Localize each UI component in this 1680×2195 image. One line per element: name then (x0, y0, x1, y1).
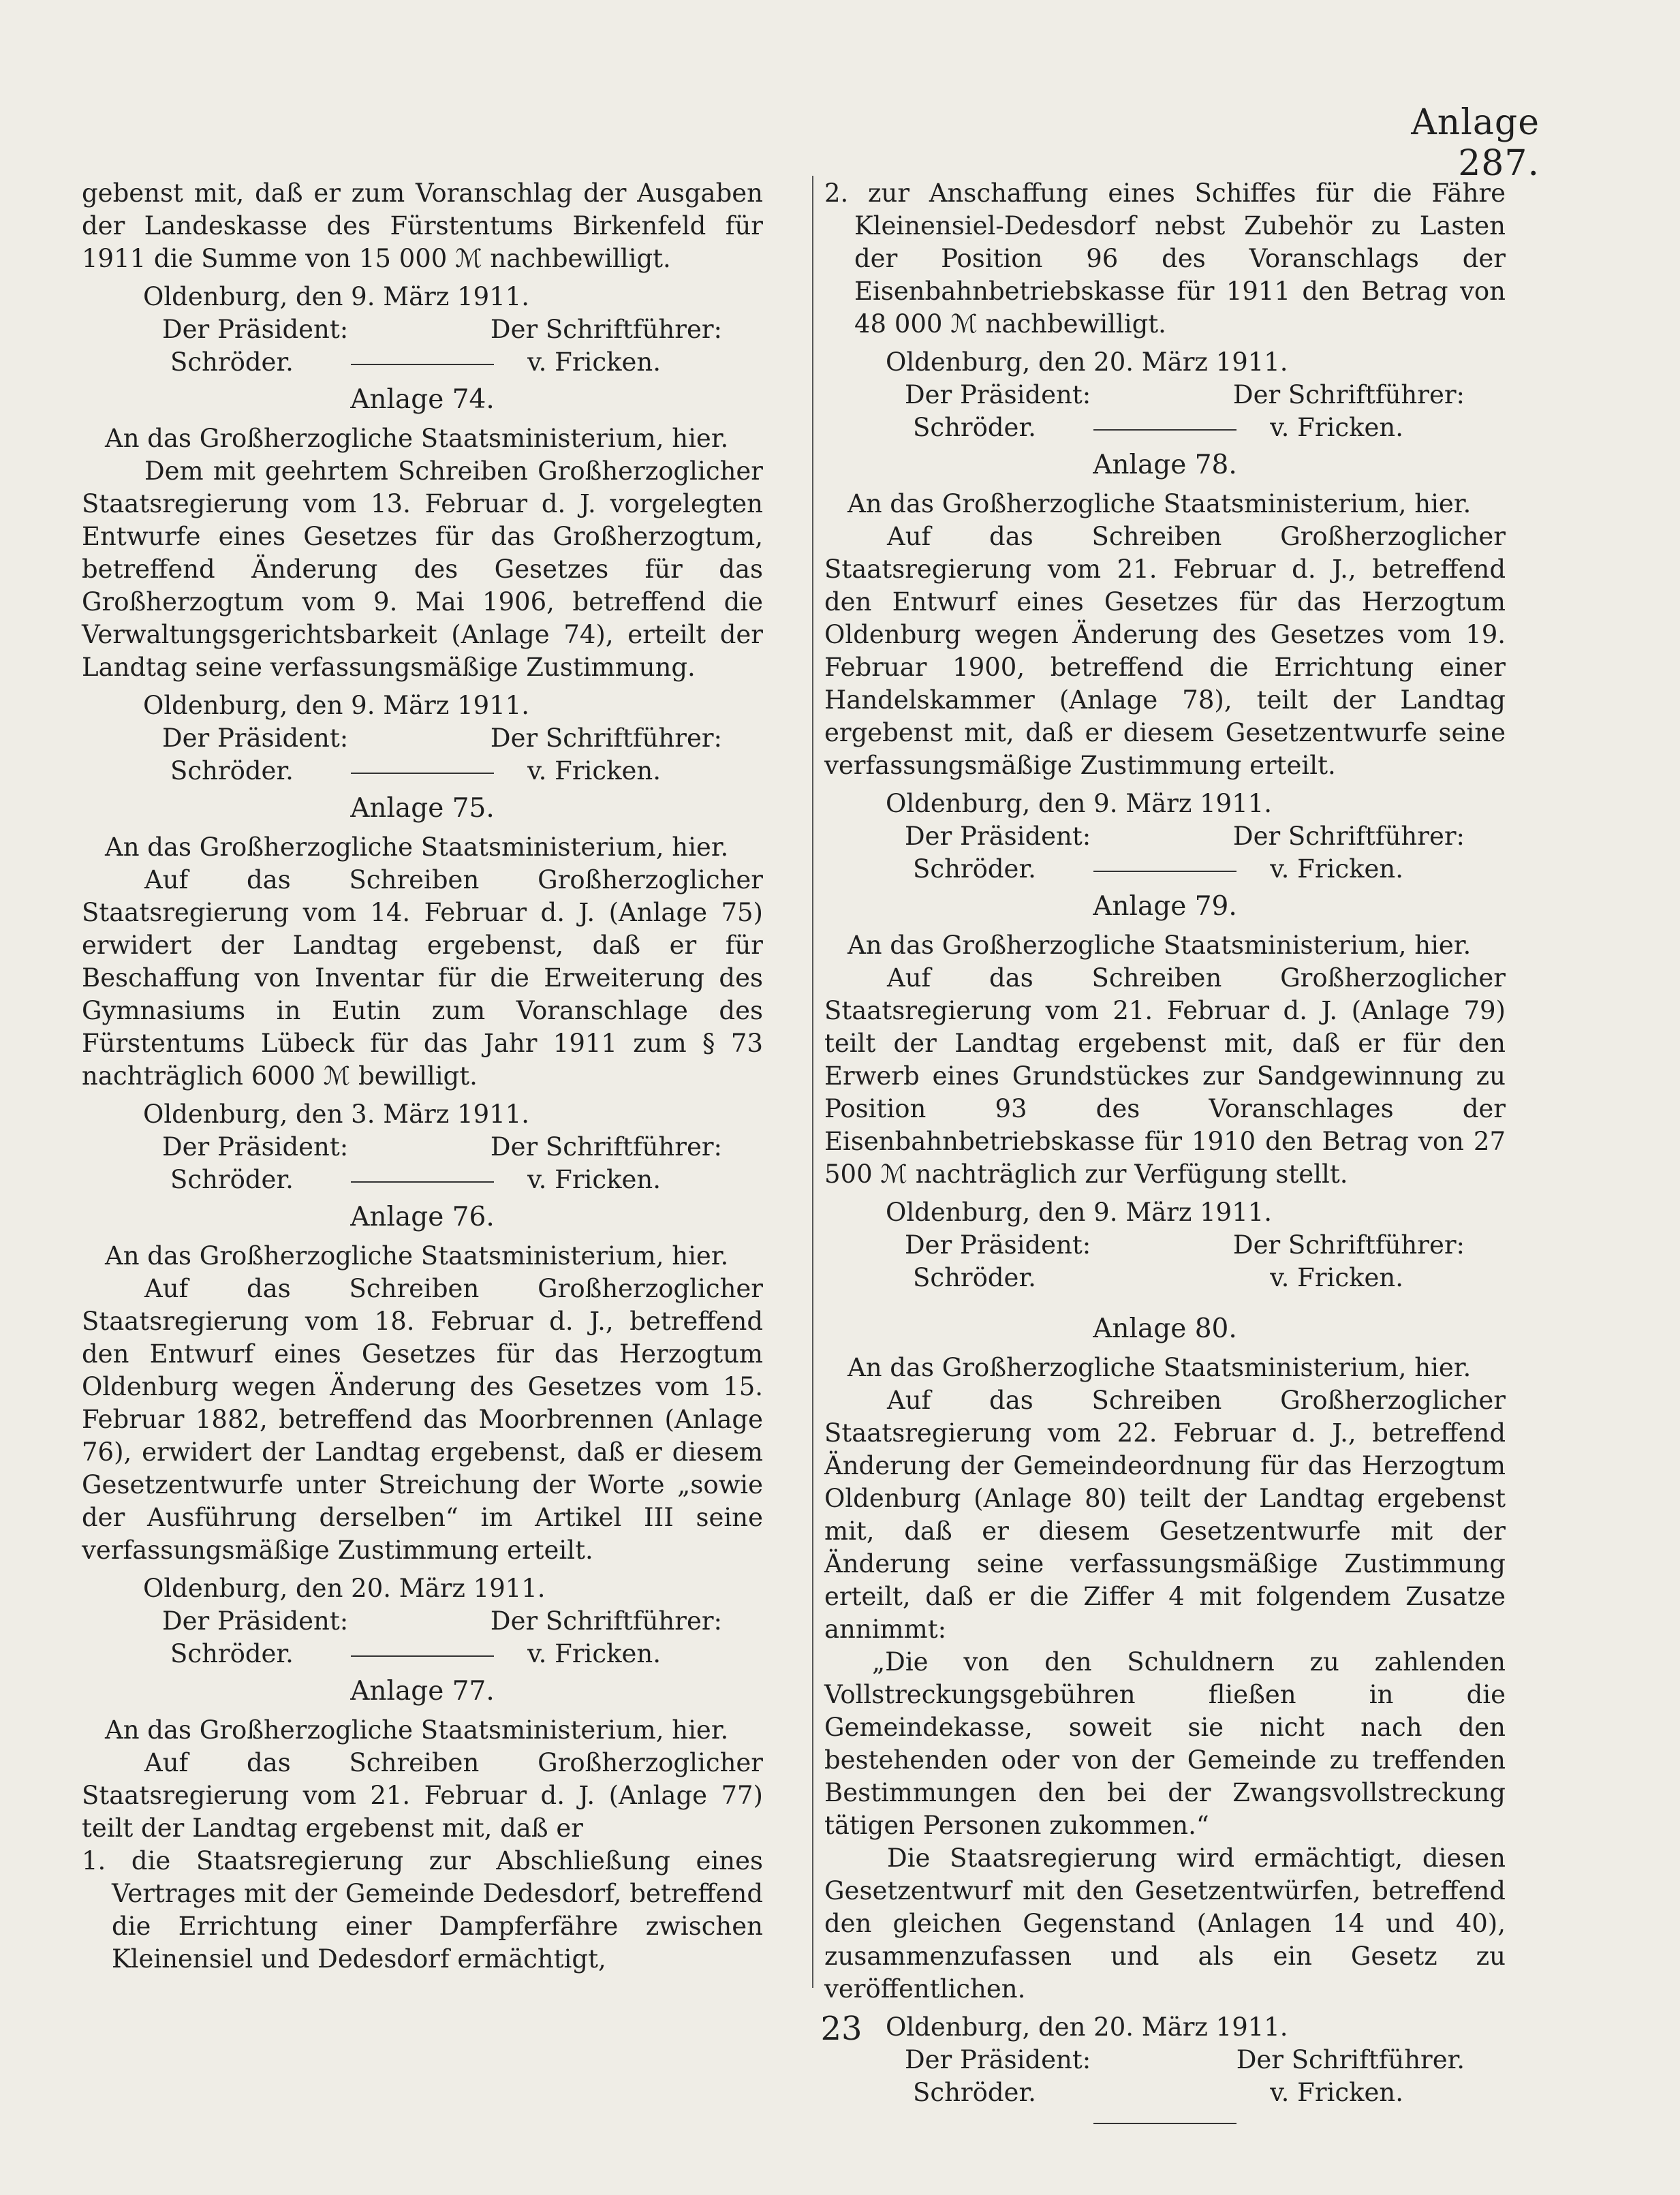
anlage-77-body: Auf das Schreiben Großherzoglicher Staatsregierung vom 21. Februar d. J. (Anlage 77) teilt der Landtag ergebenst mit, daß er (82, 1748, 763, 1843)
right-column (824, 177, 1506, 2136)
anlage-76-body: Auf das Schreiben Großherzoglicher Staatsregierung vom 18. Februar d. J., betreffend den Entwurf eines Gesetzes für das Herzogtum Oldenburg wegen Änderung des Gesetzes vom 15. Februar 1882, betreffend das Moorbrennen (Anlage 76), erwidert der Landtag ergebenst, daß er diesem Gesetzentwurfe unter Streichung der Worte „sowie der Ausführung derselben“ im Artikel III seine verfassungsmäßige Zustimmung erteilt. (82, 1274, 763, 1565)
page-number: 23 (820, 2010, 862, 2048)
president-label: Der Präsident: (905, 2045, 1091, 2074)
secretary-label: Der Schriftführer: (490, 1606, 722, 1636)
anlage-80-date: Oldenburg, den 20. März 1911. (886, 2012, 1288, 2042)
signature-names (913, 411, 1403, 444)
anlage-78-date: Oldenburg, den 9. März 1911. (886, 789, 1273, 818)
signature-labels (162, 1605, 722, 1638)
signature-names (170, 346, 661, 379)
signature-labels (905, 379, 1465, 411)
anlage-74-body: Dem mit geehrtem Schreiben Großherzoglicher Staatsregierung vom 13. Februar d. J. vorgelegten Entwurfe eines Gesetzes für das Großherzogtum, betreffend Änderung des Gesetzes für das Großherzogtum vom 9. Mai 1906, betreffend die Verwaltungsgerichtsbarkeit (Anlage 74), erteilt der Landtag seine verfassungsmäßige Zustimmung. (82, 456, 763, 682)
secretary-label: Der Schriftführer: (1232, 1230, 1465, 1260)
secretary-label: Der Schriftführer. (1236, 2045, 1465, 2074)
signature-labels (162, 313, 722, 346)
president-label: Der Präsident: (905, 822, 1091, 851)
anlage-75-address: An das Großherzogliche Staatsministerium, hier. (105, 832, 729, 862)
president-name: Schröder. (170, 1165, 294, 1194)
anlage-75-title: Anlage 75. (350, 793, 495, 824)
anlage-80-body: Auf das Schreiben Großherzoglicher Staatsregierung vom 22. Februar d. J., betreffend Änderung der Gemeindeordnung für das Herzogtum Oldenburg (Anlage 80) teilt der Landtag ergebenst mit, daß er diesem Gesetzentwurfe mit der Änderung seine verfassungsmäßige Zustimmung erteilt, daß er die Ziffer 4 mit folgendem Zusatze annimmt: (824, 1386, 1506, 1644)
president-name: Schröder. (913, 1263, 1036, 1292)
anlage-77-item-1: 1. die Staatsregierung zur Abschließung eines Vertrages mit der Gemeinde Dedesdorf, betreffend die Errichtung einer Dampferfähre zwischen Kleinensiel und Dedesdorf ermächtigt, (82, 1846, 763, 1974)
president-name: Schröder. (170, 347, 294, 377)
anlage-78-title: Anlage 78. (1093, 450, 1237, 480)
separator-rule (1093, 2123, 1236, 2124)
signature-names (913, 2076, 1403, 2109)
secretary-name: v. Fricken. (527, 347, 661, 377)
president-label: Der Präsident: (905, 1230, 1091, 1260)
separator-rule (351, 1181, 494, 1183)
anlage-78-body: Auf das Schreiben Großherzoglicher Staatsregierung vom 21. Februar d. J., betreffend den Entwurf eines Gesetzes für das Herzogtum Oldenburg wegen Änderung des Gesetzes vom 19. Februar 1900, betreffend die Errichtung einer Handelskammer (Anlage 78), teilt der Landtag ergebenst mit, daß er diesem Gesetzentwurfe seine verfassungsmäßige Zustimmung erteilt. (824, 522, 1506, 780)
secretary-label: Der Schriftführer: (490, 315, 722, 344)
anlage-74-address: An das Großherzogliche Staatsministerium, hier. (105, 424, 729, 453)
secretary-label: Der Schriftführer: (490, 723, 722, 753)
column-divider (812, 176, 813, 1988)
president-label: Der Präsident: (162, 1606, 349, 1636)
signature-labels (905, 2044, 1465, 2076)
president-label: Der Präsident: (162, 1132, 349, 1162)
secretary-name: v. Fricken. (1270, 413, 1403, 442)
anlage-80-quote: „Die von den Schuldnern zu zahlenden Vollstreckungsgebühren fließen in die Gemeindekasse, soweit sie nicht nach den bestehenden oder von der Gemeinde zu treffenden Bestimmungen den bei der Zwangsvollstreckung tätigen Personen zukommen.“ (824, 1647, 1506, 1840)
president-name: Schröder. (170, 1639, 294, 1668)
intro-paragraph: gebenst mit, daß er zum Voranschlag der Ausgaben der Landeskasse des Fürstentums Birkenfeld für 1911 die Summe von 15 000 ℳ nachbewilligt. (82, 178, 763, 273)
president-name: Schröder. (913, 2078, 1036, 2107)
anlage-77-address: An das Großherzogliche Staatsministerium, hier. (105, 1715, 729, 1745)
signature-names (170, 755, 661, 788)
anlage-75-date: Oldenburg, den 3. März 1911. (143, 1100, 530, 1129)
signature-labels (162, 722, 722, 755)
signature-names (913, 853, 1403, 886)
anlage-76-address: An das Großherzogliche Staatsministerium, hier. (105, 1241, 729, 1271)
separator-rule (1093, 871, 1236, 872)
president-label: Der Präsident: (162, 315, 349, 344)
president-name: Schröder. (170, 756, 294, 785)
secretary-name: v. Fricken. (1270, 1263, 1403, 1292)
secretary-name: v. Fricken. (527, 1165, 661, 1194)
anlage-79-address: An das Großherzogliche Staatsministerium, hier. (847, 931, 1472, 960)
signature-names (913, 1262, 1403, 1294)
separator-rule (351, 1655, 494, 1657)
separator-rule (1093, 429, 1236, 431)
president-name: Schröder. (913, 413, 1036, 442)
anlage-74-title: Anlage 74. (350, 384, 495, 415)
anlage-74-date: Oldenburg, den 9. März 1911. (143, 691, 530, 720)
secretary-label: Der Schriftführer: (490, 1132, 722, 1162)
date-line: Oldenburg, den 9. März 1911. (143, 282, 530, 311)
secretary-label: Der Schriftführer: (1232, 380, 1465, 409)
secretary-name: v. Fricken. (527, 756, 661, 785)
anlage-80-address: An das Großherzogliche Staatsministerium, hier. (847, 1353, 1472, 1382)
signature-labels (905, 1229, 1465, 1262)
signature-names (170, 1638, 661, 1670)
secretary-name: v. Fricken. (1270, 2078, 1403, 2107)
signature-labels (905, 820, 1465, 853)
anlage-77-title: Anlage 77. (350, 1676, 495, 1707)
anlage-76-date: Oldenburg, den 20. März 1911. (143, 1574, 546, 1603)
anlage-80-body-2: Die Staatsregierung wird ermächtigt, diesen Gesetzentwurf mit den Gesetzentwürfen, betreffend den gleichen Gegenstand (Anlagen 14 und 40), zusammenzufassen und als ein Gesetz zu veröffentlichen. (824, 1843, 1506, 2004)
secretary-name: v. Fricken. (1270, 854, 1403, 884)
secretary-label: Der Schriftführer: (1232, 822, 1465, 851)
anlage-77-date: Oldenburg, den 20. März 1911. (886, 347, 1288, 377)
president-label: Der Präsident: (162, 723, 349, 753)
anlage-79-body: Auf das Schreiben Großherzoglicher Staatsregierung vom 21. Februar d. J. (Anlage 79) teilt der Landtag ergebenst mit, daß er für den Erwerb eines Grundstückes zur Sandgewinnung zu Position 93 des Voranschlages der Eisenbahnbetriebskasse für 1910 den Betrag von 27 500 ℳ nachträglich zur Verfügung stellt. (824, 963, 1506, 1189)
secretary-name: v. Fricken. (527, 1639, 661, 1668)
president-name: Schröder. (913, 854, 1036, 884)
anlage-76-title: Anlage 76. (350, 1202, 495, 1232)
separator-rule (351, 773, 494, 774)
separator-rule (351, 364, 494, 365)
anlage-79-date: Oldenburg, den 9. März 1911. (886, 1198, 1273, 1227)
anlage-80-title: Anlage 80. (1093, 1313, 1237, 1344)
signature-names (170, 1164, 661, 1196)
anlage-78-address: An das Großherzogliche Staatsministerium, hier. (847, 489, 1472, 518)
anlage-79-title: Anlage 79. (1093, 891, 1237, 922)
president-label: Der Präsident: (905, 380, 1091, 409)
page-header-anlage: Anlage 287. (1411, 102, 1540, 184)
anlage-77-item-2: 2. zur Anschaffung eines Schiffes für die Fähre Kleinensiel-Dedesdorf nebst Zubehör zu Lasten der Position 96 des Voranschlags der Eisenbahnbetriebskasse für 1911 den Betrag von 48 000 ℳ nachbewilligt. (824, 178, 1506, 339)
anlage-75-body: Auf das Schreiben Großherzoglicher Staatsregierung vom 14. Februar d. J. (Anlage 75) erwidert der Landtag ergebenst, daß er für Beschaffung von Inventar für die Erweiterung des Gymnasiums in Eutin zum Voranschlage des Fürstentums Lübeck für das Jahr 1911 zum § 73 nachträglich 6000 ℳ bewilligt. (82, 865, 763, 1091)
left-column (82, 177, 763, 1976)
signature-labels (162, 1131, 722, 1164)
